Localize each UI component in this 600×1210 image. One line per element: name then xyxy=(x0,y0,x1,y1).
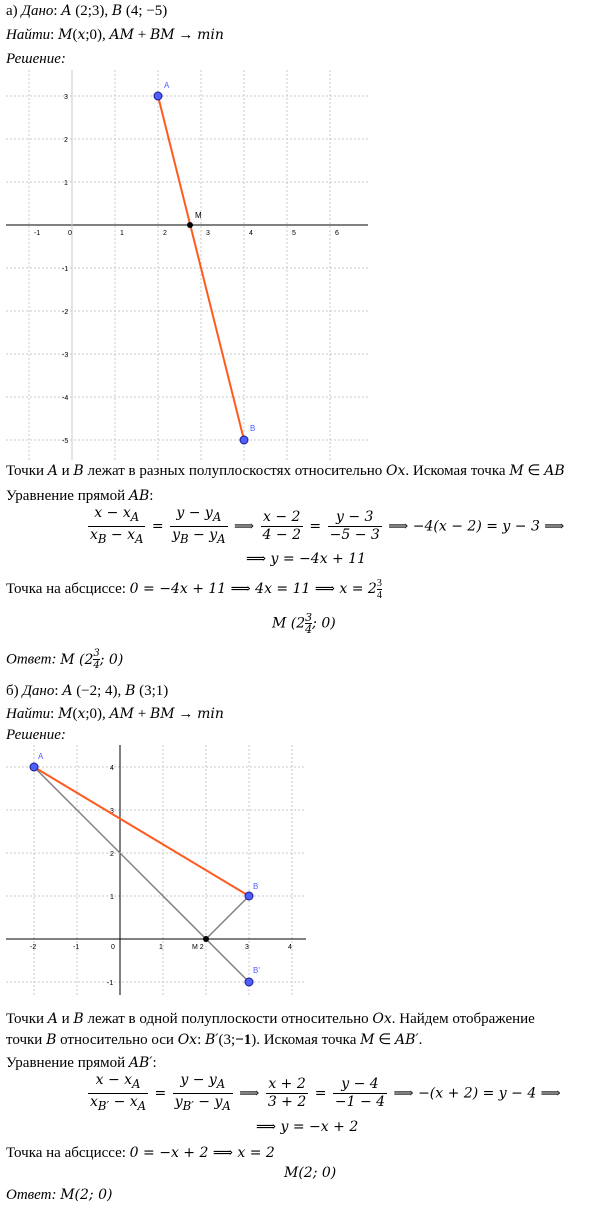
svg-text:2: 2 xyxy=(64,137,68,144)
point-m xyxy=(203,936,209,942)
point-a xyxy=(154,92,162,100)
point-result-a: M (2 $\frac{3}{4}$ ; 0) xyxy=(272,611,336,636)
statement-b-2: точки B относительно оси Ox: B′(3;−1). Искомая точка M ∈ AB′. xyxy=(6,1032,423,1048)
point-b-prime xyxy=(245,978,253,986)
svg-text:-4: -4 xyxy=(62,395,69,402)
svg-text:3: 3 xyxy=(64,94,68,101)
point-b xyxy=(245,892,253,900)
svg-text:M 2: M 2 xyxy=(192,944,204,951)
statement-b-1: Точки A и B лежат в одной полуплоскости относительно Ox. Найдем отображение xyxy=(6,1011,535,1027)
label-a: A xyxy=(164,81,170,90)
svg-text:1: 1 xyxy=(159,944,163,951)
svg-text:-1: -1 xyxy=(34,230,41,237)
given-a: а) Дано: A (2;3), B (4; −5) xyxy=(6,3,168,19)
svg-text:3: 3 xyxy=(206,230,210,237)
svg-text:0: 0 xyxy=(111,944,115,951)
graph-a xyxy=(6,70,368,460)
equation-2-b: ⟹ y = −x + 2 xyxy=(256,1119,359,1135)
svg-text:3: 3 xyxy=(245,944,249,951)
equation-2-a: ⟹ y = −4x + 11 xyxy=(246,551,367,567)
equation-1-b: $\frac{x - x_A}{x_{B'} - x_A}$ = $\frac{y - y_A}{y_{B'} - y_A}$ ⟹ $\frac{x + 2}{3 + 2}$ = $\frac{y - 4}{-1 - 4}$ ⟹ −(x + 2) = y − 4 ⟹ xyxy=(90,1072,561,1113)
svg-text:4: 4 xyxy=(110,765,114,772)
segment-ab xyxy=(34,767,249,896)
svg-text:-5: -5 xyxy=(62,438,69,445)
equation-1-a: $\frac{x - x_A}{x_B - x_A}$ = $\frac{y - y_A}{y_B - y_A}$ ⟹ $\frac{x - 2}{4 - 2}$ = $\frac{y - 3}{-5 - 3}$ ⟹ −4(x − 2) = y − 3 ⟹ xyxy=(90,505,565,546)
x-ticks-a xyxy=(34,230,339,237)
x-ticks-b xyxy=(30,944,292,951)
answer-a: Ответ: M (2 $\frac{3}{4}$ ; 0) xyxy=(6,648,124,671)
solution-label-b: Решение: xyxy=(6,727,66,743)
label-a: A xyxy=(38,752,44,761)
svg-text:-2: -2 xyxy=(30,944,37,951)
svg-text:1: 1 xyxy=(120,230,124,237)
find-a: Найти: M(x;0), AM + BM → min xyxy=(6,27,224,43)
y-ticks-a xyxy=(62,94,68,445)
line-eq-title-b: Уравнение прямой AB′: xyxy=(6,1055,157,1071)
segment-ab-prime xyxy=(34,767,249,982)
y-ticks-b xyxy=(107,765,114,987)
svg-text:6: 6 xyxy=(335,230,339,237)
svg-text:0: 0 xyxy=(68,230,72,237)
solution-label-a: Решение: xyxy=(6,51,66,67)
svg-text:4: 4 xyxy=(288,944,292,951)
svg-text:-2: -2 xyxy=(62,309,69,316)
line-eq-title-a: Уравнение прямой AB: xyxy=(6,488,154,504)
svg-text:-1: -1 xyxy=(62,266,69,273)
point-m xyxy=(187,222,193,228)
svg-text:3: 3 xyxy=(110,808,114,815)
svg-text:5: 5 xyxy=(292,230,296,237)
svg-text:-1: -1 xyxy=(73,944,80,951)
grid-b xyxy=(6,745,306,995)
point-result-b: M(2; 0) xyxy=(284,1165,337,1181)
label-b-prime: B' xyxy=(253,966,260,975)
statement-a: Точки A и B лежат в разных полуплоскостях относительно Ox. Искомая точка M ∈ AB xyxy=(6,463,565,479)
svg-text:1: 1 xyxy=(64,180,68,187)
svg-text:2: 2 xyxy=(110,851,114,858)
given-b: б) Дано: A (−2; 4), B (3;1) xyxy=(6,683,169,699)
segment-mb xyxy=(206,896,249,939)
grid-a xyxy=(6,70,368,460)
answer-b: Ответ: M(2; 0) xyxy=(6,1187,113,1203)
svg-text:-3: -3 xyxy=(62,352,69,359)
svg-text:2: 2 xyxy=(163,230,167,237)
svg-text:-1: -1 xyxy=(107,980,114,987)
label-m: M xyxy=(195,211,202,220)
svg-text:1: 1 xyxy=(110,894,114,901)
point-b xyxy=(240,436,248,444)
svg-text:4: 4 xyxy=(249,230,253,237)
label-b: B xyxy=(253,882,259,891)
abscissa-b: Точка на абсциссе: 0 = −x + 2 ⟹ x = 2 xyxy=(6,1145,275,1161)
abscissa-a: Точка на абсциссе: 0 = −4x + 11 ⟹ 4x = 11 ⟹ x = 2 $\frac{3}{4}$ xyxy=(6,578,382,601)
label-b: B xyxy=(250,424,256,433)
find-b: Найти: M(x;0), AM + BM → min xyxy=(6,706,224,722)
graph-b xyxy=(6,745,306,995)
point-a xyxy=(30,763,38,771)
